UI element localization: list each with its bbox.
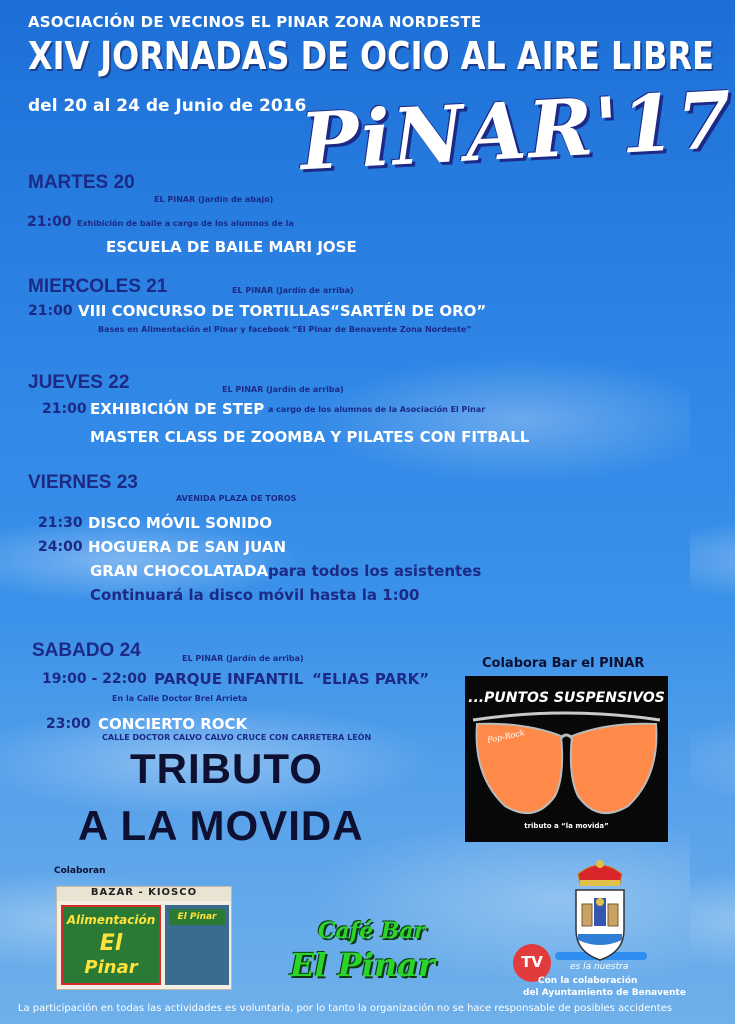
- shop-window-sign: El Pinar: [169, 909, 225, 925]
- event2-viernes: HOGUERA DE SAN JUAN: [88, 538, 286, 556]
- note-miercoles: Bases en Alimentación el Pinar y facebook “El Pinar de Benavente Zona Nordeste”: [98, 325, 472, 334]
- ayto-line2: del Ayuntamiento de Benavente: [523, 988, 686, 998]
- place-sabado: EL PINAR (Jardín de arriba): [182, 654, 304, 663]
- event4-viernes: Continuará la disco móvil hasta la 1:00: [90, 586, 420, 604]
- time-martes: 21:00: [27, 214, 72, 230]
- desc-jueves: a cargo de los alumnos de la Asociación El Pinar: [268, 405, 486, 414]
- album-subtitle: tributo a “la movida”: [524, 822, 609, 830]
- event2-jueves: MASTER CLASS DE ZOOMBA Y PILATES CON FITBALL: [90, 428, 530, 446]
- time2-viernes: 24:00: [38, 539, 83, 555]
- cafe-logo-line2: El Pinar: [290, 946, 435, 984]
- organizer: ASOCIACIÓN DE VECINOS EL PINAR ZONA NORDESTE: [28, 13, 482, 31]
- time-jueves: 21:00: [42, 401, 87, 417]
- shop-sign-line1: Alimentación: [66, 913, 156, 927]
- shop-sign-line3: Pinar: [84, 957, 138, 978]
- event-jueves: EXHIBICIÓN DE STEP: [90, 400, 265, 418]
- time1-sabado: 19:00 - 22:00: [42, 671, 147, 687]
- sponsor-caption: Colabora Bar el PINAR: [482, 656, 645, 671]
- ayto-line1: Con la colaboración: [538, 976, 638, 986]
- event2-sabado: CONCIERTO ROCK: [98, 715, 248, 733]
- shop-sign: [61, 905, 161, 985]
- note1-sabado: En la Calle Doctor Brel Arrieta: [112, 694, 248, 703]
- pinar-logo: PiNAR'17: [297, 74, 735, 189]
- note2-sabado: CALLE DOCTOR CALVO CALVO CRUCE CON CARRETERA LEÓN: [102, 733, 372, 742]
- shop-sign-line2: El: [99, 931, 123, 956]
- place-martes: EL PINAR (Jardín de abajo): [154, 195, 274, 204]
- highlight-martes: ESCUELA DE BAILE MARI JOSE: [106, 238, 357, 256]
- shop-top-sign: BAZAR - KIOSCO: [57, 887, 231, 901]
- place-miercoles: EL PINAR (Jardín de arriba): [232, 286, 354, 295]
- place-jueves: EL PINAR (Jardín de arriba): [222, 385, 344, 394]
- day-viernes: VIERNES 23: [28, 472, 138, 493]
- event-name-miercoles: “SARTÉN DE ORO”: [330, 302, 487, 320]
- event-dates: del 20 al 24 de Junio de 2016: [28, 96, 307, 116]
- shop-window: [165, 905, 229, 985]
- day-sabado: SABADO 24: [32, 640, 141, 661]
- desc-martes: Exhibición de baile a cargo de los alumnos de la: [77, 219, 294, 228]
- lens-text: Pop-Rock: [486, 728, 526, 745]
- sunglasses-icon: [465, 706, 668, 824]
- time-miercoles: 21:00: [28, 303, 73, 319]
- event1-name-sabado: “ELIAS PARK”: [312, 670, 430, 688]
- event1-viernes: DISCO MÓVIL SONIDO: [88, 514, 272, 532]
- footer-disclaimer: La participación en todas las actividades es voluntaria, por lo tanto la organización no se hace responsable de posibles accidentes: [17, 1003, 673, 1014]
- event1-sabado: PARQUE INFANTIL: [154, 670, 304, 688]
- day-jueves: JUEVES 22: [28, 372, 130, 393]
- tribute-line1: TRIBUTO: [130, 745, 323, 792]
- tv-slogan: es la nuestra: [570, 962, 629, 972]
- day-miercoles: MIERCOLES 21: [28, 276, 168, 297]
- shop-photo: [56, 886, 232, 990]
- tv-logo-text: TV: [521, 953, 543, 971]
- coat-of-arms-icon: [570, 854, 630, 964]
- event-title: XIV JORNADAS DE OCIO AL AIRE LIBRE: [28, 34, 714, 78]
- band-name: ...PUNTOS SUSPENSIVOS: [468, 690, 665, 706]
- place-viernes: AVENIDA PLAZA DE TOROS: [176, 494, 297, 503]
- day-martes: MARTES 20: [28, 172, 135, 193]
- tribute-line2: A LA MOVIDA: [78, 802, 364, 849]
- event-miercoles: VIII CONCURSO DE TORTILLAS: [78, 302, 331, 320]
- event3-rest-viernes: para todos los asistentes: [268, 562, 482, 580]
- colaboran-label: Colaboran: [54, 866, 106, 876]
- time1-viernes: 21:30: [38, 515, 83, 531]
- event3-viernes: GRAN CHOCOLATADA: [90, 562, 269, 580]
- time2-sabado: 23:00: [46, 716, 91, 732]
- cafe-logo-line1: Café Bar: [318, 918, 426, 944]
- album-cover: [465, 676, 668, 842]
